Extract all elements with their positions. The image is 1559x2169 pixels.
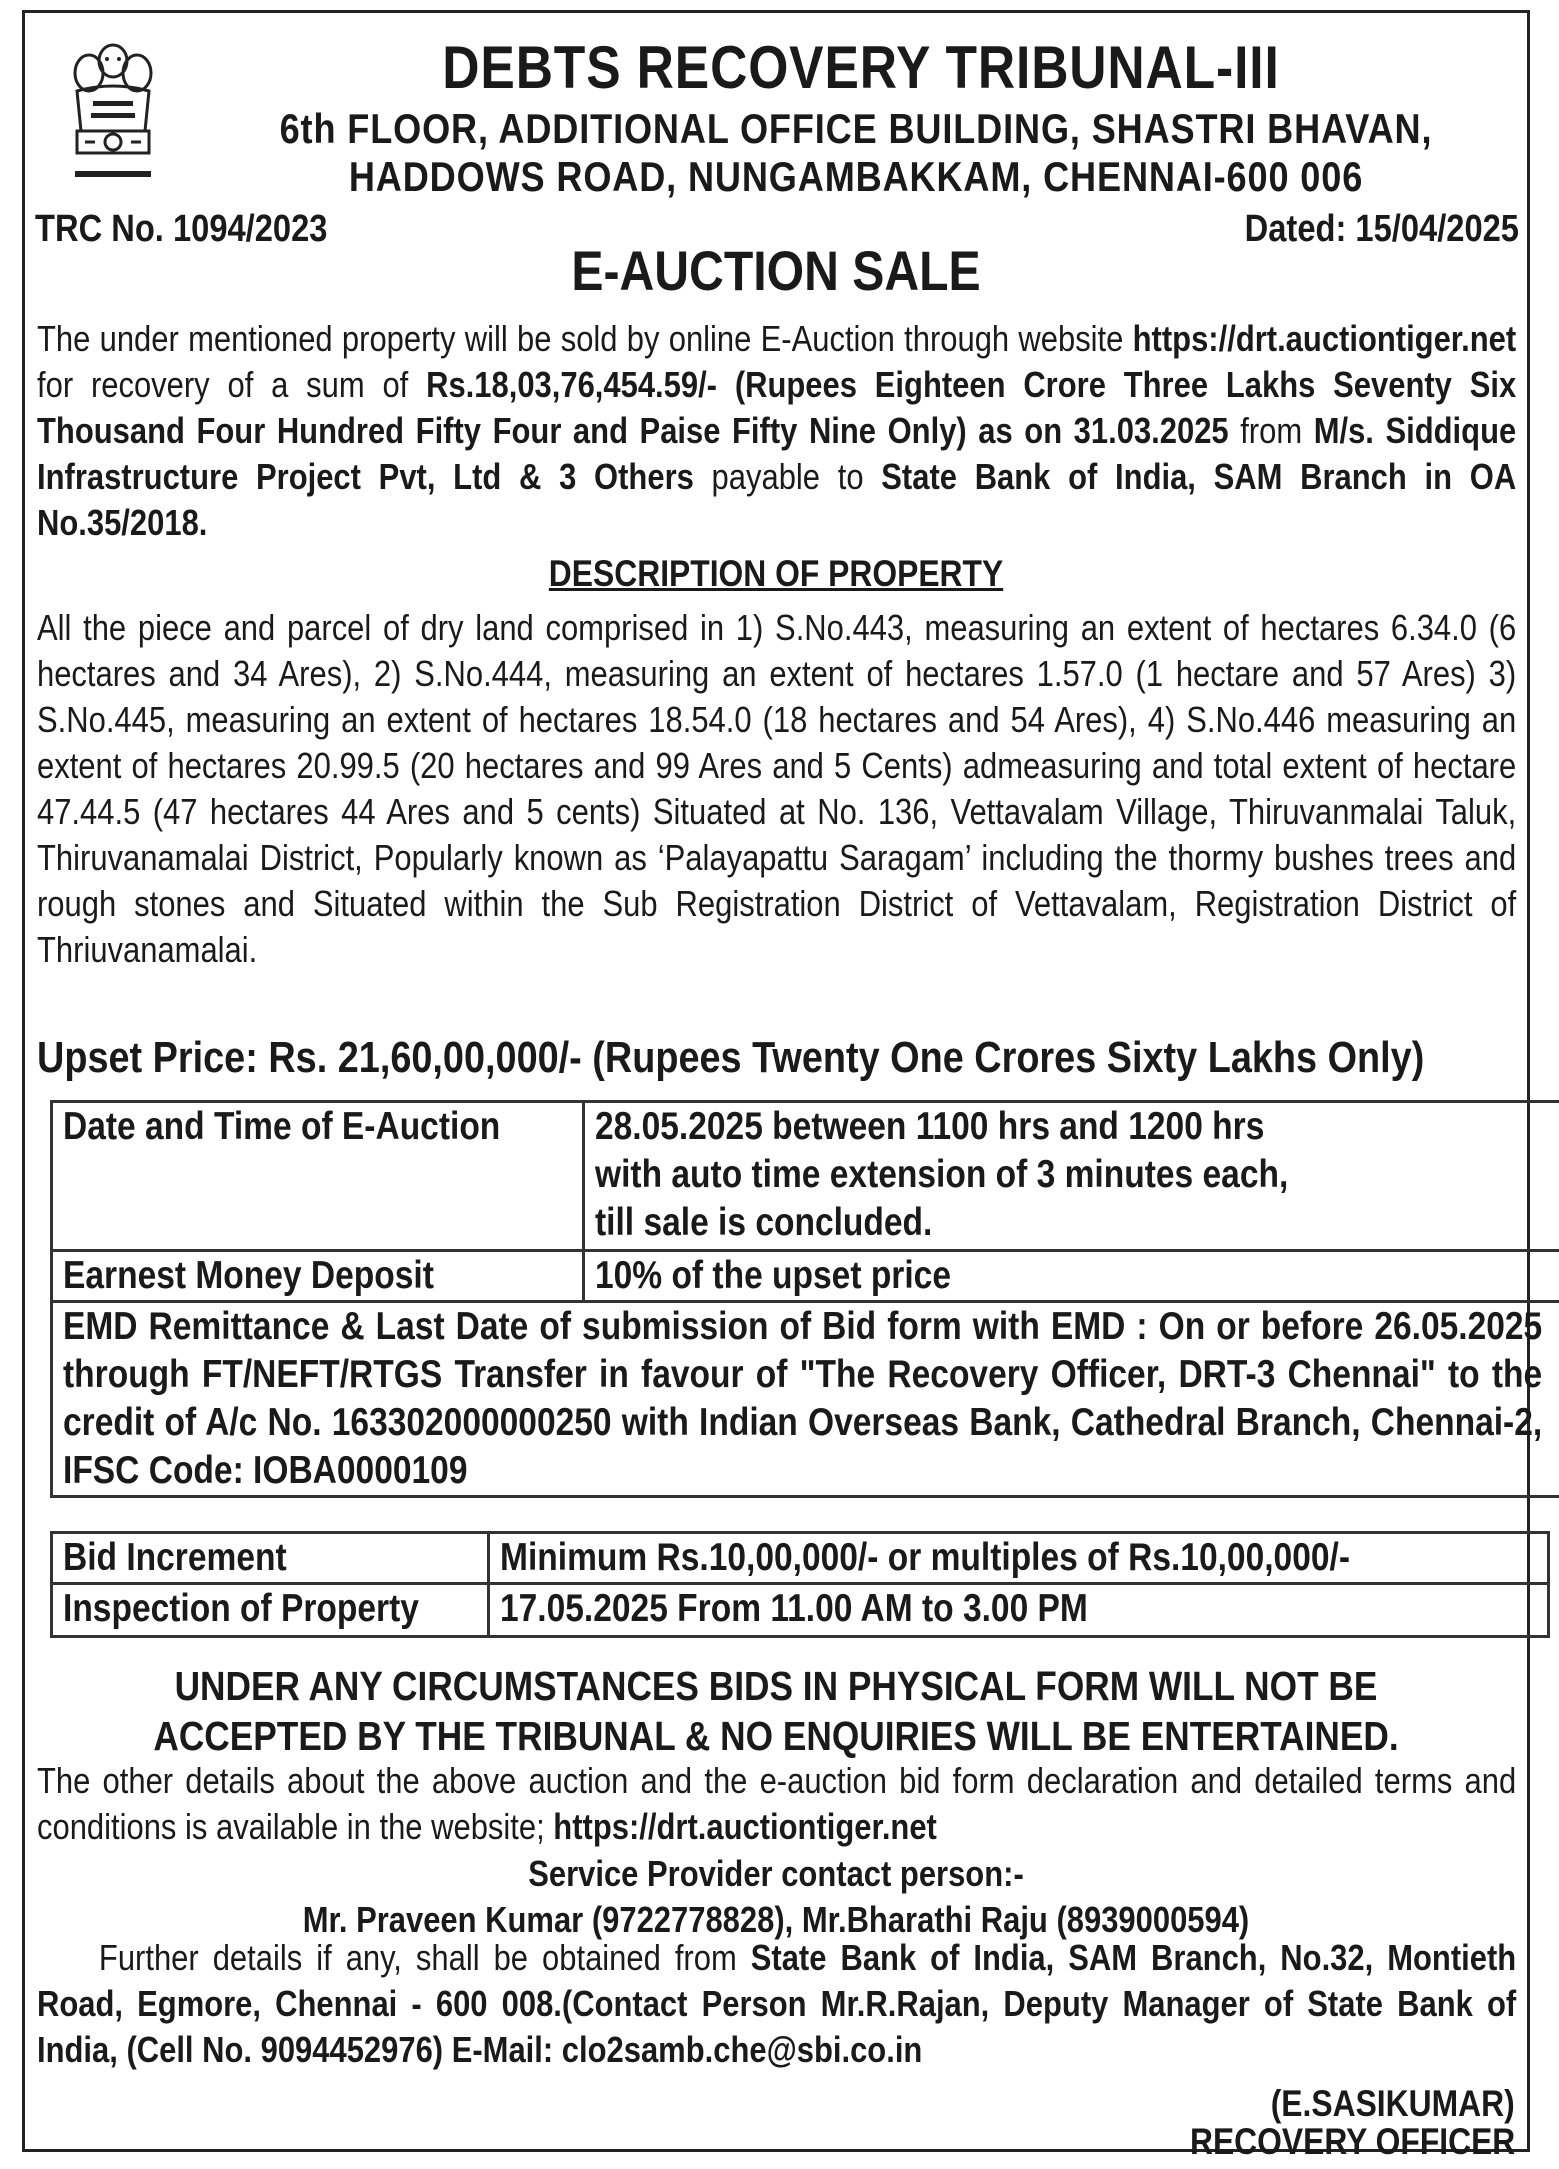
service-provider-contacts: Mr. Praveen Kumar (9722778828), Mr.Bharathi Raju (8939000594): [302, 1899, 1250, 1940]
emd-label-text: Earnest Money Deposit: [63, 1254, 434, 1297]
bank-contact-details: State Bank of India, SAM Branch, No.32, Montieth Road, Egmore, Chennai - 600 008.(Contact Person Mr.R.Rajan, Deputy Manager of State Bank of India, (Cell No. 9094452976) E-Mail: clo2samb.che@sbi.co.in: [37, 1937, 1517, 2070]
auction-notice: [22, 10, 1543, 2162]
intro-text-3: from: [1228, 410, 1314, 451]
other-details-text: The other details about the above auction and the e-auction bid form declaration and detailed terms and conditions is available in the website;: [37, 1760, 1517, 1847]
bid-increment-value-text: Minimum Rs.10,00,000/- or multiples of Rs.10,00,000/-: [499, 1536, 1350, 1579]
table-row: [52, 1102, 1559, 1251]
creditor-name: State Bank of India, SAM Branch in OA No.35/2018.: [37, 456, 1517, 543]
sale-title: E-AUCTION SALE: [571, 239, 981, 302]
bid-increment-label-text: Bid Increment: [63, 1536, 287, 1579]
auction-details-table: [50, 1100, 1559, 1498]
tribunal-title: DEBTS RECOVERY TRIBUNAL-III: [442, 34, 1280, 101]
upset-price: Upset Price: Rs. 21,60,00,000/- (Rupees Twenty One Crores Sixty Lakhs Only): [37, 1033, 1425, 1082]
bid-increment-label: [52, 1533, 489, 1584]
state-emblem-icon: [63, 31, 163, 201]
description-heading-text: DESCRIPTION OF PROPERTY: [548, 553, 1004, 594]
signatory-title: RECOVERY OFFICER: [1189, 2121, 1515, 2162]
signatory-name: (E.SASIKUMAR): [1271, 2083, 1515, 2124]
inspection-label-text: Inspection of Property: [63, 1587, 419, 1630]
table-row: [52, 1302, 1559, 1497]
address-line-1: 6th FLOOR, ADDITIONAL OFFICE BUILDING, SHASTRI BHAVAN,: [279, 105, 1433, 152]
auction-date-label: [52, 1102, 584, 1251]
other-website-link[interactable]: https://drt.auctiontiger.net: [553, 1806, 937, 1847]
auction-date-value-line-1: 28.05.2025 between 1100 hrs and 1200 hrs: [594, 1105, 1264, 1148]
table-row: [52, 1533, 1549, 1584]
inspection-label: [52, 1584, 489, 1637]
auction-website-link[interactable]: https://drt.auctiontiger.net: [1132, 318, 1517, 359]
warning-line-1: UNDER ANY CIRCUMSTANCES BIDS IN PHYSICAL FORM WILL NOT BE: [174, 1663, 1378, 1709]
property-description: All the piece and parcel of dry land comprised in 1) S.No.443, measuring an extent of hectares 6.34.0 (6 hectares and 34 Ares), 2) S.No.444, measuring an extent of hectares 1.57.0 (1 hectare and 57 Ares) 3) S.No.445, measuring an extent of hectares 18.54.0 (18 hectares and 54 Ares), 4) S.No.446 measuring an extent of hectares 20.99.5 (20 hectares and 99 Ares and 5 Cents) admeasuring and total extent of hectare 47.44.5 (47 hectares 44 Ares and 5 cents) Situated at No. 136, Vettavalam Village, Thiruvanmalai Taluk, Thiruvanamalai District, Popularly known as ‘Palayapattu Saragam’ including the thormy bushes trees and rough stones and Situated within the Sub Registration District of Vettavalam, Registration District of Thriuvanamalai.: [37, 607, 1517, 970]
intro-text-2: for recovery of a sum of: [37, 364, 427, 405]
emd-value-text: 10% of the upset price: [594, 1254, 951, 1297]
address-line-2: HADDOWS ROAD, NUNGAMBAKKAM, CHENNAI-600 006: [348, 153, 1364, 200]
intro-text-1: The under mentioned property will be sold by online E-Auction through website: [37, 318, 1133, 359]
auction-date-value-line-3: till sale is concluded.: [594, 1201, 932, 1244]
emd-remittance-text: EMD Remittance & Last Date of submission of Bid form with EMD : On or before 26.05.2025 through FT/NEFT/RTGS Transfer in favour of "The Recovery Officer, DRT-3 Chennai" to the credit of A/c No. 163302000000250 with Indian Overseas Bank, Cathedral Branch, Chennai-2, IFSC Code: IOBA0000109: [63, 1305, 1543, 1492]
emd-value: [583, 1251, 1559, 1302]
bid-details-table: [50, 1531, 1550, 1638]
intro-text-4: payable to: [693, 456, 882, 497]
bid-increment-value: [488, 1533, 1548, 1584]
further-details: [37, 1935, 1516, 2073]
intro-paragraph: [37, 316, 1516, 546]
auction-date-label-text: Date and Time of E-Auction: [63, 1105, 501, 1148]
description-heading: [130, 553, 1422, 595]
table-row: [52, 1584, 1549, 1637]
trc-number: TRC No. 1094/2023: [35, 208, 328, 250]
inspection-value: [488, 1584, 1548, 1637]
emd-label: [52, 1251, 584, 1302]
auction-date-value-line-2: with auto time extension of 3 minutes each,: [594, 1153, 1288, 1196]
service-provider-heading: Service Provider contact person:-: [528, 1853, 1024, 1894]
notice-date: Dated: 15/04/2025: [1244, 208, 1519, 250]
recovery-amount: Rs.18,03,76,454.59/- (Rupees Eighteen Crore Three Lakhs Seventy Six Thousand Four Hundred Fifty Four and Paise Fifty Nine Only) as on 31.03.2025: [37, 364, 1517, 451]
other-details: [37, 1758, 1516, 1850]
further-details-text: Further details if any, shall be obtained from: [98, 1937, 751, 1978]
table-row: [52, 1251, 1559, 1302]
warning-line-2: ACCEPTED BY THE TRIBUNAL & NO ENQUIRIES WILL BE ENTERTAINED.: [153, 1713, 1399, 1759]
debtor-name: M/s. Siddique Infrastructure Project Pvt, Ltd & 3 Others: [37, 410, 1517, 497]
physical-bid-warning: [130, 1661, 1422, 1761]
inspection-value-text: 17.05.2025 From 11.00 AM to 3.00 PM: [499, 1587, 1088, 1630]
auction-date-value: [583, 1102, 1559, 1251]
emd-remittance: [52, 1302, 1559, 1497]
